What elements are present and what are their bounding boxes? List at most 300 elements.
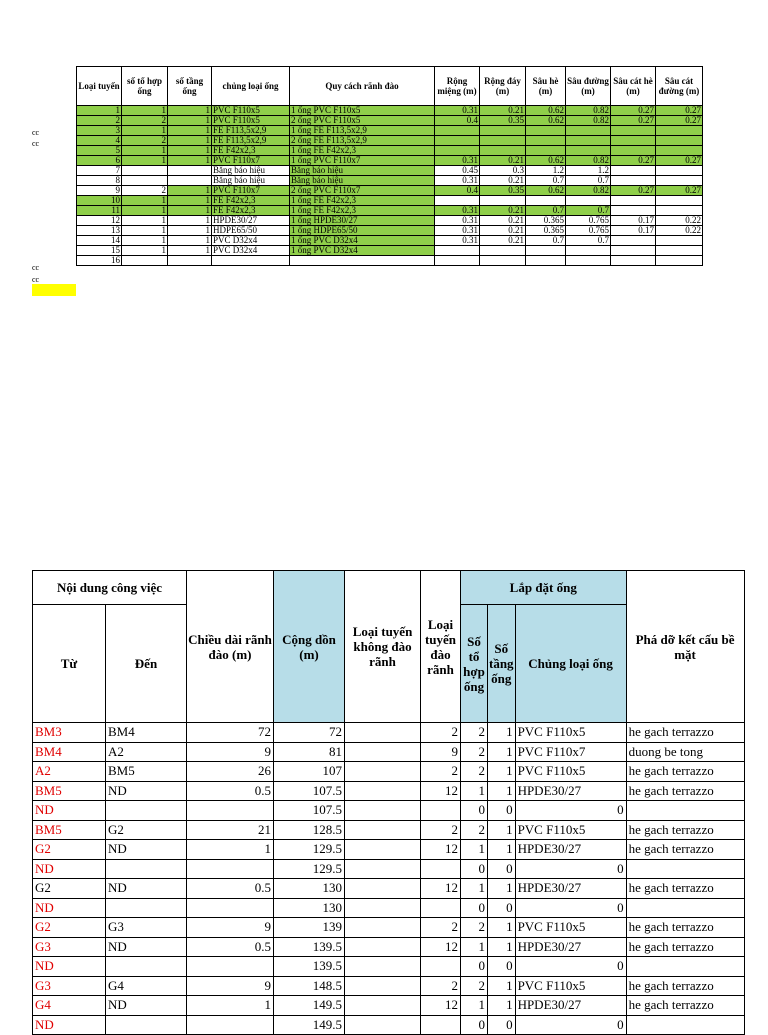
spec-cell <box>122 166 168 176</box>
row-note: cc <box>32 127 40 137</box>
spec-row <box>77 246 703 256</box>
cell-cum: 72 <box>274 723 345 743</box>
spec-cell <box>611 206 656 216</box>
cell-type: 2 <box>421 723 461 743</box>
cell-to <box>106 957 187 977</box>
header-pipe-type: Chủng loại ống <box>515 605 626 723</box>
spec-cell: 0.7 <box>566 236 611 246</box>
spec-cell: 1 ống PVC F110x7 <box>290 156 435 166</box>
spec-cell <box>526 196 566 206</box>
spec-cell: 0.27 <box>656 156 703 166</box>
spec-cell: 0.27 <box>611 116 656 126</box>
cell-pipe: HPDE30/27 <box>515 879 626 899</box>
table-row <box>33 781 745 801</box>
spec-header-10: Sâu cát đường (m) <box>656 67 703 106</box>
spec-cell: 0.22 <box>656 226 703 236</box>
spec-cell: 0.31 <box>435 176 480 186</box>
cell-surface <box>626 898 744 918</box>
table-row <box>33 976 745 996</box>
spec-cell: 0.4 <box>435 116 480 126</box>
spec-cell <box>656 126 703 136</box>
cell-surface: he gach terrazzo <box>626 840 744 860</box>
cell-type <box>421 1015 461 1035</box>
spec-cell: 1 <box>122 106 168 116</box>
spec-cell: PVC F110x5 <box>212 116 290 126</box>
cell-nt <box>345 801 421 821</box>
cell-layer: 0 <box>488 957 516 977</box>
cell-cum: 139.5 <box>274 957 345 977</box>
spec-cell: 1 <box>122 126 168 136</box>
spec-cell: 1 <box>168 216 212 226</box>
cell-nt <box>345 898 421 918</box>
header-cumulative: Cộng dồn (m) <box>274 571 345 723</box>
cell-nt <box>345 957 421 977</box>
spec-cell: 0.31 <box>435 226 480 236</box>
spec-cell: 1 <box>168 116 212 126</box>
cell-surface <box>626 957 744 977</box>
spec-row <box>77 136 703 146</box>
spec-cell: 0.35 <box>480 186 526 196</box>
spec-cell <box>480 126 526 136</box>
cell-combo: 2 <box>461 762 488 782</box>
cell-to: ND <box>106 840 187 860</box>
spec-row <box>77 206 703 216</box>
header-to: Đến <box>106 605 187 723</box>
work-content-table <box>32 570 745 1035</box>
cell-type <box>421 957 461 977</box>
spec-cell <box>480 196 526 206</box>
spec-cell <box>168 176 212 186</box>
spec-cell: 1 <box>122 226 168 236</box>
cell-len <box>187 801 274 821</box>
table-row <box>33 742 745 762</box>
spec-header-9: Sâu cát hè (m) <box>611 67 656 106</box>
spec-cell: 1 ống FE F42x2,3 <box>290 146 435 156</box>
cell-surface: duong be tong <box>626 742 744 762</box>
spec-cell <box>122 256 168 266</box>
cell-nt <box>345 859 421 879</box>
cell-len: 9 <box>187 742 274 762</box>
spec-cell: PVC F110x5 <box>212 106 290 116</box>
cell-pipe: PVC F110x5 <box>515 820 626 840</box>
cell-type: 9 <box>421 742 461 762</box>
cell-combo: 2 <box>461 820 488 840</box>
cell-type <box>421 859 461 879</box>
spec-cell: 1 <box>168 186 212 196</box>
header-from: Từ <box>33 605 106 723</box>
spec-cell: 1.2 <box>566 166 611 176</box>
cell-from: ND <box>33 957 106 977</box>
cell-pipe: 0 <box>515 1015 626 1035</box>
spec-cell <box>566 126 611 136</box>
spec-cell <box>611 196 656 206</box>
cell-layer: 1 <box>488 879 516 899</box>
spec-cell: 1 <box>168 196 212 206</box>
spec-cell <box>566 136 611 146</box>
yellow-highlight-cell <box>32 284 76 296</box>
cell-layer: 0 <box>488 859 516 879</box>
spec-cell: FE F42x2,3 <box>212 146 290 156</box>
cell-nt <box>345 976 421 996</box>
spec-cell: 0.27 <box>656 186 703 196</box>
spec-cell: 0.27 <box>611 186 656 196</box>
spec-cell: 1 ống HDPE65/50 <box>290 226 435 236</box>
spec-cell: 0.765 <box>566 216 611 226</box>
cell-nt <box>345 742 421 762</box>
spec-cell <box>656 206 703 216</box>
cell-layer: 0 <box>488 801 516 821</box>
spec-cell <box>480 246 526 256</box>
cell-pipe: HPDE30/27 <box>515 840 626 860</box>
cell-cum: 148.5 <box>274 976 345 996</box>
cell-len: 1 <box>187 840 274 860</box>
spec-row <box>77 176 703 186</box>
spec-cell: 1 <box>122 236 168 246</box>
spec-cell: 0.7 <box>526 206 566 216</box>
cell-surface: he gach terrazzo <box>626 820 744 840</box>
spec-cell <box>435 136 480 146</box>
spec-cell: 16 <box>77 256 122 266</box>
cell-pipe: PVC F110x5 <box>515 976 626 996</box>
spec-cell: 2 <box>122 136 168 146</box>
spec-cell: 0.7 <box>566 176 611 186</box>
cell-cum: 107 <box>274 762 345 782</box>
spec-cell <box>566 246 611 256</box>
spec-cell: 7 <box>77 166 122 176</box>
cell-cum: 107.5 <box>274 801 345 821</box>
spec-row <box>77 226 703 236</box>
cell-to: BM4 <box>106 723 187 743</box>
cell-type: 2 <box>421 762 461 782</box>
cell-from: A2 <box>33 762 106 782</box>
spec-cell: 3 <box>77 126 122 136</box>
cell-to: ND <box>106 879 187 899</box>
cell-len <box>187 957 274 977</box>
spec-row <box>77 146 703 156</box>
spec-cell: Băng báo hiệu <box>290 166 435 176</box>
spec-cell: 1 <box>168 156 212 166</box>
header-combo-count: Số tổ hợp ống <box>461 605 488 723</box>
cell-layer: 1 <box>488 996 516 1016</box>
cell-from: ND <box>33 1015 106 1035</box>
spec-cell: 1 <box>168 136 212 146</box>
spec-cell: 0.21 <box>480 206 526 216</box>
cell-cum: 129.5 <box>274 859 345 879</box>
cell-layer: 0 <box>488 1015 516 1035</box>
cell-pipe: HPDE30/27 <box>515 996 626 1016</box>
cell-type: 2 <box>421 820 461 840</box>
spec-cell: 0.27 <box>611 156 656 166</box>
spec-cell <box>656 176 703 186</box>
cell-combo: 1 <box>461 879 488 899</box>
spec-cell: 0.82 <box>566 186 611 196</box>
cell-from: G2 <box>33 840 106 860</box>
cell-combo: 2 <box>461 742 488 762</box>
spec-cell <box>290 256 435 266</box>
spec-cell: 0.82 <box>566 106 611 116</box>
spec-cell <box>212 256 290 266</box>
header-trench-length: Chiều dài rãnh đào (m) <box>187 571 274 723</box>
spec-cell: 0.31 <box>435 206 480 216</box>
spec-cell: 9 <box>77 186 122 196</box>
cell-surface: he gach terrazzo <box>626 879 744 899</box>
spec-cell: 1 ống FE F42x2,3 <box>290 196 435 206</box>
spec-cell <box>435 246 480 256</box>
spec-cell: 0.45 <box>435 166 480 176</box>
spec-cell <box>611 146 656 156</box>
cell-cum: 130 <box>274 898 345 918</box>
cell-combo: 0 <box>461 898 488 918</box>
cell-to: G4 <box>106 976 187 996</box>
cell-pipe: HPDE30/27 <box>515 937 626 957</box>
cell-cum: 128.5 <box>274 820 345 840</box>
spec-cell: 2 <box>122 186 168 196</box>
cell-layer: 0 <box>488 898 516 918</box>
cell-nt <box>345 879 421 899</box>
cell-layer: 1 <box>488 820 516 840</box>
spec-cell: 0.17 <box>611 226 656 236</box>
cell-from: BM4 <box>33 742 106 762</box>
cell-combo: 0 <box>461 801 488 821</box>
spec-cell: Băng báo hiệu <box>212 166 290 176</box>
spec-cell: 1.2 <box>526 166 566 176</box>
spec-cell: 0.7 <box>526 176 566 186</box>
spec-header-0: Loại tuyến <box>77 67 122 106</box>
cell-layer: 1 <box>488 976 516 996</box>
cell-from: G3 <box>33 976 106 996</box>
spec-cell <box>566 196 611 206</box>
cell-from: G2 <box>33 879 106 899</box>
spec-cell: 0.7 <box>566 206 611 216</box>
spec-cell <box>480 136 526 146</box>
spec-cell: 14 <box>77 236 122 246</box>
cell-cum: 107.5 <box>274 781 345 801</box>
spec-header-3: chủng loại ống <box>212 67 290 106</box>
cell-combo: 0 <box>461 957 488 977</box>
cell-surface: he gach terrazzo <box>626 976 744 996</box>
spec-cell: 1 <box>168 126 212 136</box>
cell-from: ND <box>33 801 106 821</box>
table-row <box>33 996 745 1016</box>
cell-combo: 0 <box>461 859 488 879</box>
spec-row <box>77 186 703 196</box>
spec-cell: 0.21 <box>480 176 526 186</box>
spec-cell: PVC F110x7 <box>212 186 290 196</box>
spec-cell: 0.27 <box>656 106 703 116</box>
row-note: cc <box>32 274 40 284</box>
spec-row <box>77 256 703 266</box>
spec-cell <box>611 166 656 176</box>
spec-cell <box>566 146 611 156</box>
spec-cell: 2 ống FE F113,5x2,9 <box>290 136 435 146</box>
spec-cell <box>526 256 566 266</box>
table-row <box>33 918 745 938</box>
spec-cell <box>168 256 212 266</box>
cell-to: A2 <box>106 742 187 762</box>
cell-from: BM5 <box>33 820 106 840</box>
cell-combo: 1 <box>461 781 488 801</box>
spec-cell <box>656 196 703 206</box>
spec-cell: 0.21 <box>480 216 526 226</box>
spec-cell: 1 <box>122 216 168 226</box>
cell-layer: 1 <box>488 918 516 938</box>
pipe-spec-body <box>77 106 703 266</box>
table-row <box>33 820 745 840</box>
cell-nt <box>345 762 421 782</box>
cell-type: 12 <box>421 996 461 1016</box>
spec-cell: 0.35 <box>480 116 526 126</box>
row-note: cc <box>32 263 40 273</box>
cell-from: G3 <box>33 937 106 957</box>
header-work-content: Nội dung công việc <box>33 571 187 605</box>
cell-combo: 2 <box>461 976 488 996</box>
cell-to: G2 <box>106 820 187 840</box>
table-row <box>33 723 745 743</box>
spec-cell: 8 <box>77 176 122 186</box>
spec-cell: PVC D32x4 <box>212 246 290 256</box>
cell-nt <box>345 996 421 1016</box>
spec-cell <box>656 256 703 266</box>
spec-cell <box>480 146 526 156</box>
spec-cell: 12 <box>77 216 122 226</box>
cell-len <box>187 898 274 918</box>
spec-cell: 0.31 <box>435 216 480 226</box>
spec-row <box>77 236 703 246</box>
spec-cell: 0.17 <box>611 216 656 226</box>
spec-cell: 0.82 <box>566 116 611 126</box>
spec-cell: 0.31 <box>435 156 480 166</box>
spec-cell: 0.21 <box>480 236 526 246</box>
cell-from: ND <box>33 898 106 918</box>
cell-len: 0.5 <box>187 937 274 957</box>
spec-header-1: số tổ hợp ống <box>122 67 168 106</box>
cell-nt <box>345 781 421 801</box>
spec-cell: 1 ống HPDE30/27 <box>290 216 435 226</box>
cell-type <box>421 898 461 918</box>
spec-cell: 0.62 <box>526 186 566 196</box>
spec-cell: 1 <box>168 106 212 116</box>
spec-cell: 2 <box>122 116 168 126</box>
table-row <box>33 859 745 879</box>
table-row <box>33 898 745 918</box>
spec-cell: 0.27 <box>656 116 703 126</box>
spec-header-4: Quy cách rãnh đào <box>290 67 435 106</box>
spec-cell <box>566 256 611 266</box>
spec-cell: 0.365 <box>526 216 566 226</box>
cell-pipe: PVC F110x5 <box>515 723 626 743</box>
spec-row <box>77 216 703 226</box>
spec-cell <box>122 176 168 186</box>
spec-cell <box>168 166 212 176</box>
cell-type: 12 <box>421 937 461 957</box>
spec-cell <box>480 256 526 266</box>
spec-cell: 13 <box>77 226 122 236</box>
cell-pipe: PVC F110x5 <box>515 762 626 782</box>
cell-combo: 1 <box>461 840 488 860</box>
cell-pipe: PVC F110x5 <box>515 918 626 938</box>
row-note: cc <box>32 138 40 148</box>
spec-cell <box>611 136 656 146</box>
cell-from: BM5 <box>33 781 106 801</box>
spec-cell: 11 <box>77 206 122 216</box>
cell-type: 2 <box>421 918 461 938</box>
cell-type: 12 <box>421 781 461 801</box>
header-trench-type: Loại tuyến đào rãnh <box>421 571 461 723</box>
cell-surface <box>626 859 744 879</box>
spec-cell: 4 <box>77 136 122 146</box>
spec-cell: 0.82 <box>566 156 611 166</box>
cell-surface <box>626 1015 744 1035</box>
cell-to <box>106 898 187 918</box>
spec-cell: 0.21 <box>480 226 526 236</box>
spec-cell: 0.62 <box>526 156 566 166</box>
cell-layer: 1 <box>488 840 516 860</box>
table-row <box>33 840 745 860</box>
cell-pipe: 0 <box>515 898 626 918</box>
pipe-spec-header-row <box>77 67 703 106</box>
spec-cell <box>656 166 703 176</box>
table-row <box>33 937 745 957</box>
spec-cell <box>435 196 480 206</box>
header-pipe-install: Lắp đặt ống <box>461 571 627 605</box>
cell-combo: 2 <box>461 723 488 743</box>
spec-row <box>77 126 703 136</box>
spec-cell <box>611 176 656 186</box>
spec-cell: 0.21 <box>480 106 526 116</box>
table-row <box>33 879 745 899</box>
spec-cell: HPDE30/27 <box>212 216 290 226</box>
cell-nt <box>345 820 421 840</box>
spec-cell: 1 <box>168 226 212 236</box>
cell-len: 9 <box>187 918 274 938</box>
spec-cell <box>435 126 480 136</box>
spec-row <box>77 116 703 126</box>
spec-header-6: Rộng đáy (m) <box>480 67 526 106</box>
cell-len: 1 <box>187 996 274 1016</box>
cell-pipe: HPDE30/27 <box>515 781 626 801</box>
cell-pipe: 0 <box>515 801 626 821</box>
cell-type: 12 <box>421 879 461 899</box>
spec-cell: 15 <box>77 246 122 256</box>
table-row <box>33 801 745 821</box>
spec-header-5: Rộng miệng (m) <box>435 67 480 106</box>
spec-cell: 1 ống PVC F110x5 <box>290 106 435 116</box>
spec-cell <box>611 236 656 246</box>
cell-combo: 2 <box>461 918 488 938</box>
cell-cum: 149.5 <box>274 1015 345 1035</box>
cell-to: ND <box>106 996 187 1016</box>
spec-cell <box>526 126 566 136</box>
cell-to: ND <box>106 781 187 801</box>
cell-len <box>187 859 274 879</box>
spec-cell: FE F113,5x2,9 <box>212 126 290 136</box>
spec-cell: 0.31 <box>435 106 480 116</box>
spec-header-8: Sâu đường (m) <box>566 67 611 106</box>
cell-from: G4 <box>33 996 106 1016</box>
cell-to: BM5 <box>106 762 187 782</box>
spec-cell: 0.765 <box>566 226 611 236</box>
spec-cell: PVC F110x7 <box>212 156 290 166</box>
cell-surface: he gach terrazzo <box>626 762 744 782</box>
spec-cell: 1 ống PVC D32x4 <box>290 246 435 256</box>
spec-cell: 1 <box>168 246 212 256</box>
spec-row <box>77 196 703 206</box>
spec-cell: 0.365 <box>526 226 566 236</box>
spec-row <box>77 166 703 176</box>
spec-cell: 1 <box>122 156 168 166</box>
cell-from: G2 <box>33 918 106 938</box>
cell-len <box>187 1015 274 1035</box>
